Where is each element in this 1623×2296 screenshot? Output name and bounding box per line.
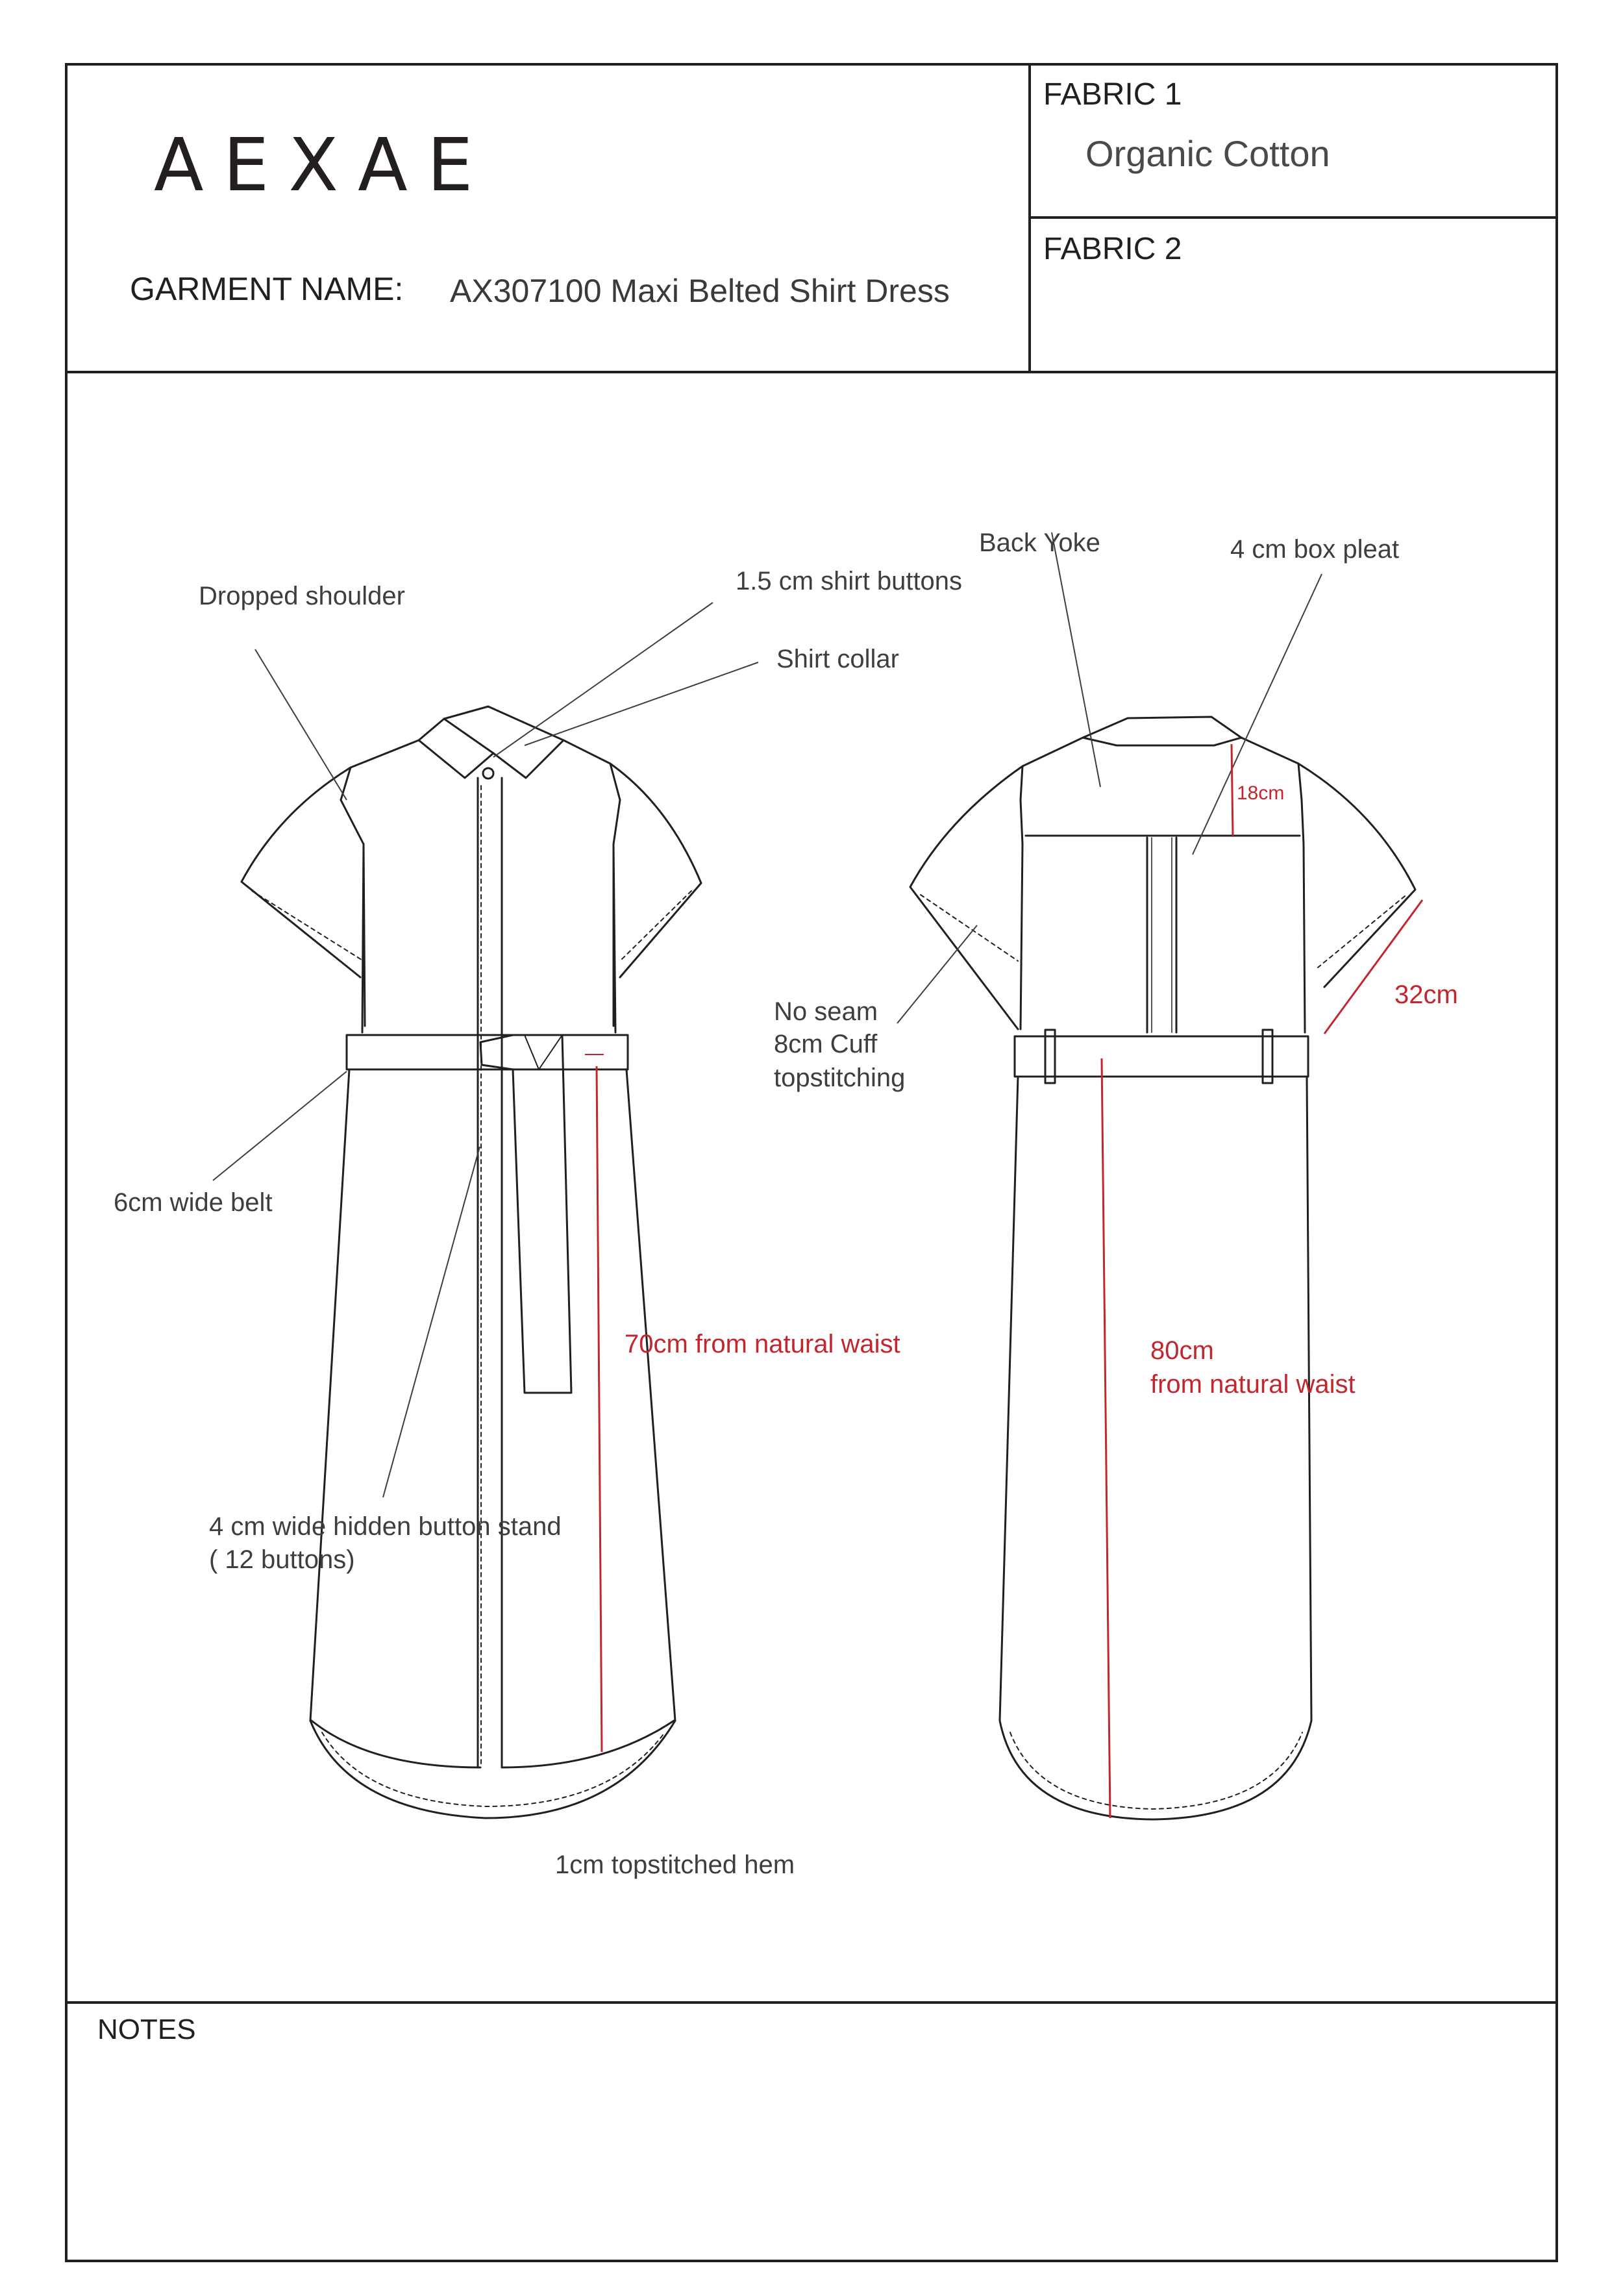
annotation-shirt-buttons: 1.5 cm shirt buttons [736, 567, 963, 595]
fabric1-label: FABRIC 1 [1043, 77, 1182, 112]
garment-name-value: AX307100 Maxi Belted Shirt Dress [450, 273, 950, 309]
measurement-back-length: 80cm [1150, 1336, 1214, 1365]
annotation-button-stand: 4 cm wide hidden button stand [209, 1512, 562, 1541]
fabric2-label: FABRIC 2 [1043, 232, 1182, 266]
annotation-back-yoke: Back Yoke [979, 529, 1100, 557]
annotation-dropped-shoulder: Dropped shoulder [199, 582, 405, 610]
front-dress-outline [242, 706, 701, 1818]
measurement-front-length: 70cm from natural waist [625, 1330, 900, 1358]
annotation-no-seam: No seam [774, 997, 878, 1026]
measurement-yoke-depth: 18cm [1237, 782, 1285, 804]
annotation-belt: 6cm wide belt [114, 1188, 273, 1217]
annotation-topstitching: topstitching [774, 1064, 906, 1092]
annotation-box-pleat: 4 cm box pleat [1230, 535, 1400, 564]
annotation-cuff: 8cm Cuff [774, 1030, 878, 1058]
back-dress-outline [910, 717, 1415, 1819]
notes-label: NOTES [97, 2014, 196, 2045]
annotation-shirt-collar: Shirt collar [776, 645, 899, 673]
measurement-back-length-note: from natural waist [1150, 1370, 1356, 1399]
brand-logo: AEXAE [154, 123, 493, 208]
annotation-button-count: ( 12 buttons) [209, 1545, 355, 1574]
garment-name-label: GARMENT NAME: [130, 271, 404, 307]
fabric1-value: Organic Cotton [1085, 133, 1330, 174]
annotation-hem: 1cm topstitched hem [555, 1851, 795, 1879]
measurement-sleeve: 32cm [1394, 980, 1458, 1009]
